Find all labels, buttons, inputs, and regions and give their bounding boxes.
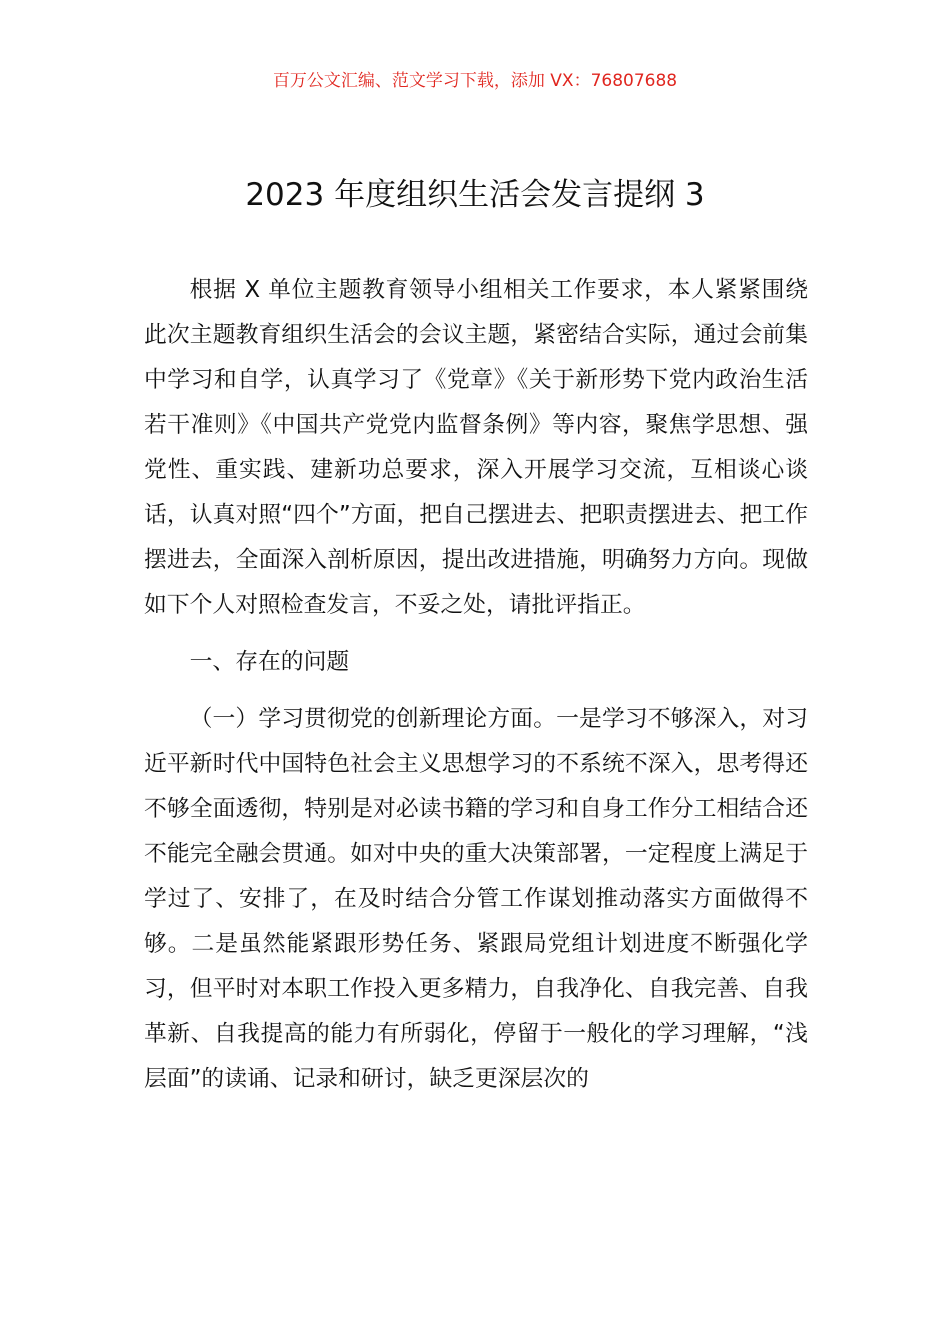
watermark-header-note: 百万公文汇编、范文学习下载，添加 VX：76807688: [272, 71, 678, 91]
intro-paragraph: 根据 X 单位主题教育领导小组相关工作要求，本人紧紧围绕此次主题教育组织生活会的会议主题，紧密结合实际，通过会前集中学习和自学，认真学习了《党章》《关于新形势下党内政治生活若干准则》《中国共产党党内监督条例》等内容，聚焦学思想、强党性、重实践、建新功总要求，深入开展学习交流，互相谈心谈话，认真对照“四个”方面，把自己摆进去、把职责摆进去、把工作摆进去，全面深入剖析原因，提出改进措施，明确努力方向。现做如下个人对照检查发言，不妥之处，请批评指正。: [144, 277, 808, 618]
document-title: 2023 年度组织生活会发言提纲 3: [245, 177, 705, 213]
subsection-paragraph: （一）学习贯彻党的创新理论方面。一是学习不够深入，对习近平新时代中国特色社会主义思想学习的不系统不深入，思考得还不够全面透彻，特别是对必读书籍的学习和自身工作分工相结合还不能完全融会贯通。如对中央的重大决策部署，一定程度上满足于学过了、安排了，在及时结合分管工作谋划推动落实方面做得不够。二是虽然能紧跟形势任务、紧跟局党组计划进度不断强化学习，但平时对本职工作投入更多精力，自我净化、自我完善、自我革新、自我提高的能力有所弱化，停留于一般化的学习理解，“浅层面”的读诵、记录和研讨，缺乏更深层次的: [144, 706, 808, 1092]
document-body: [144, 268, 808, 1102]
section-heading: 一、存在的问题: [189, 649, 350, 675]
